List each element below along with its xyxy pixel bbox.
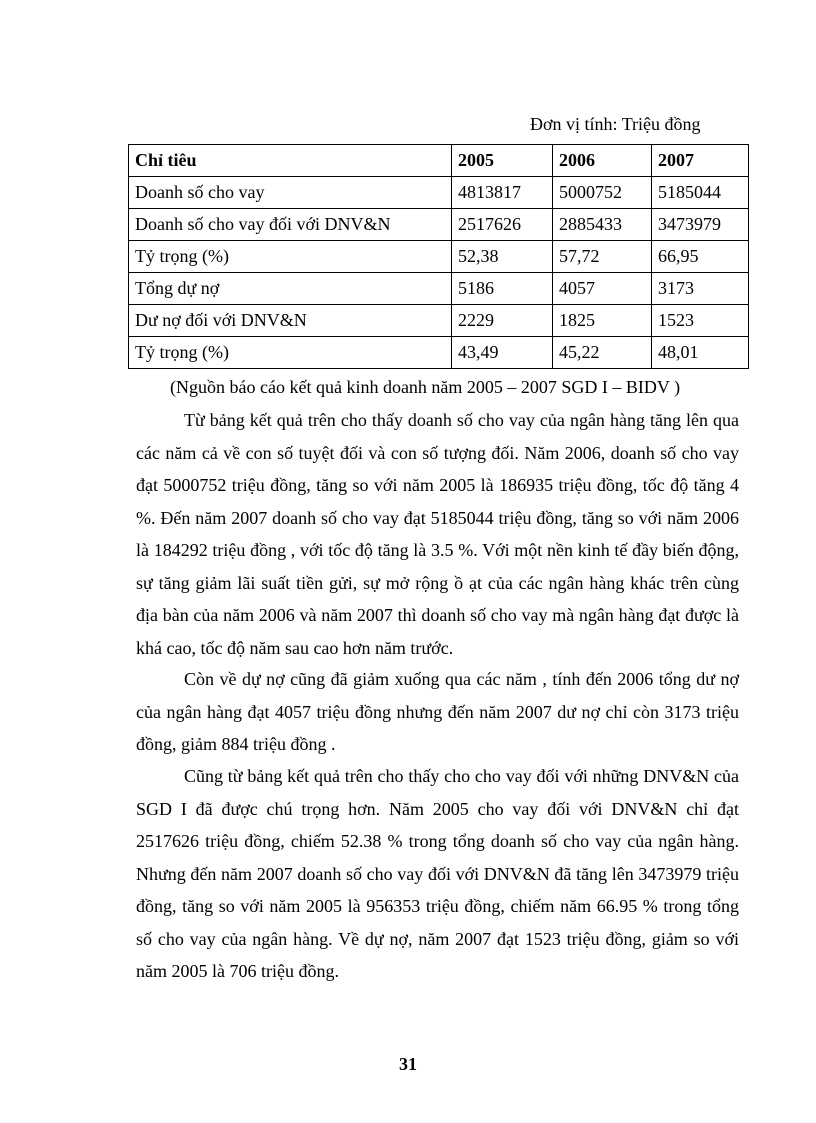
table-row <box>129 273 749 305</box>
table-cell: 5000752 <box>553 177 652 209</box>
header-cell-indicator: Chỉ tiêu <box>129 145 452 177</box>
body-paragraph-2-block <box>136 663 739 761</box>
header-cell-2005: 2005 <box>452 145 553 177</box>
table-cell: 2885433 <box>553 209 652 241</box>
table-row <box>129 177 749 209</box>
table-cell: 1523 <box>652 305 749 337</box>
body-paragraph-3-block <box>136 760 739 988</box>
source-note: (Nguồn báo cáo kết quả kinh doanh năm 2005 – 2007 SGD I – BIDV ) <box>170 377 681 397</box>
table-cell: Doanh số cho vay đối với DNV&N <box>129 209 452 241</box>
table-cell: 5185044 <box>652 177 749 209</box>
table-row <box>129 337 749 369</box>
header-cell-2007: 2007 <box>652 145 749 177</box>
table-cell: 3173 <box>652 273 749 305</box>
table-row <box>129 209 749 241</box>
unit-note: Đơn vị tính: Triệu đồng <box>530 114 701 134</box>
page-number: 31 <box>399 1054 417 1074</box>
table-cell: 45,22 <box>553 337 652 369</box>
data-table <box>128 144 749 369</box>
body-paragraph: Từ bảng kết quả trên cho thấy doanh số cho vay của ngân hàng tăng lên qua các năm cả về con số tuyệt đối và con số tượng đối. Năm 2006, doanh số cho vay đạt 5000752 triệu đồng, tăng so với năm 2005 là 186935 triệu đồng, tốc độ tăng 4 %. Đến năm 2007 doanh số cho vay đạt 5185044 triệu đồng, tăng so với năm 2006 là 184292 triệu đồng , với tốc độ tăng là 3.5 %. Với một nền kinh tế đầy biến động, sự tăng giảm lãi suất tiền gửi, sự mở rộng ồ ạt của các ngân hàng khác trên cùng địa bàn của năm 2006 và năm 2007 thì doanh số cho vay mà ngân hàng đạt được là khá cao, tốc độ năm sau cao hơn năm trước. <box>136 410 739 658</box>
table-row <box>129 241 749 273</box>
table-cell: Tổng dự nợ <box>129 273 452 305</box>
table-cell: Dư nợ đối với DNV&N <box>129 305 452 337</box>
body-paragraph: Cũng từ bảng kết quả trên cho thấy cho cho vay đối với những DNV&N của SGD I đã được chú trọng hơn. Năm 2005 cho vay đối với DNV&N chỉ đạt 2517626 triệu đồng, chiếm 52.38 % trong tổng doanh số cho vay của ngân hàng. Nhưng đến năm 2007 doanh số cho vay đối với DNV&N đã tăng lên 3473979 triệu đồng, tăng so với năm 2005 là 956353 triệu đồng, chiếm năm 66.95 % trong tổng số cho vay của ngân hàng. Về dự nợ, năm 2007 đạt 1523 triệu đồng, giảm so với năm 2005 là 706 triệu đồng. <box>136 766 739 981</box>
table-cell: 2229 <box>452 305 553 337</box>
table-cell: 1825 <box>553 305 652 337</box>
table-cell: 4057 <box>553 273 652 305</box>
table-cell: 52,38 <box>452 241 553 273</box>
table-header-row <box>129 145 749 177</box>
table-cell: 5186 <box>452 273 553 305</box>
table-row <box>129 305 749 337</box>
table-cell: 57,72 <box>553 241 652 273</box>
table-cell: 66,95 <box>652 241 749 273</box>
table-cell: 48,01 <box>652 337 749 369</box>
body-paragraph-1-block <box>136 404 739 664</box>
table-cell: 3473979 <box>652 209 749 241</box>
table-cell: Doanh số cho vay <box>129 177 452 209</box>
table-cell: 4813817 <box>452 177 553 209</box>
body-paragraph: Còn về dự nợ cũng đã giảm xuống qua các năm , tính đến 2006 tổng dư nợ của ngân hàng đạt 4057 triệu đồng nhưng đến năm 2007 dư nợ chỉ còn 3173 triệu đồng, giảm 884 triệu đồng . <box>136 669 739 754</box>
table-cell: 2517626 <box>452 209 553 241</box>
header-cell-2006: 2006 <box>553 145 652 177</box>
table-cell: Tỷ trọng (%) <box>129 337 452 369</box>
table-cell: Tỷ trọng (%) <box>129 241 452 273</box>
table-cell: 43,49 <box>452 337 553 369</box>
